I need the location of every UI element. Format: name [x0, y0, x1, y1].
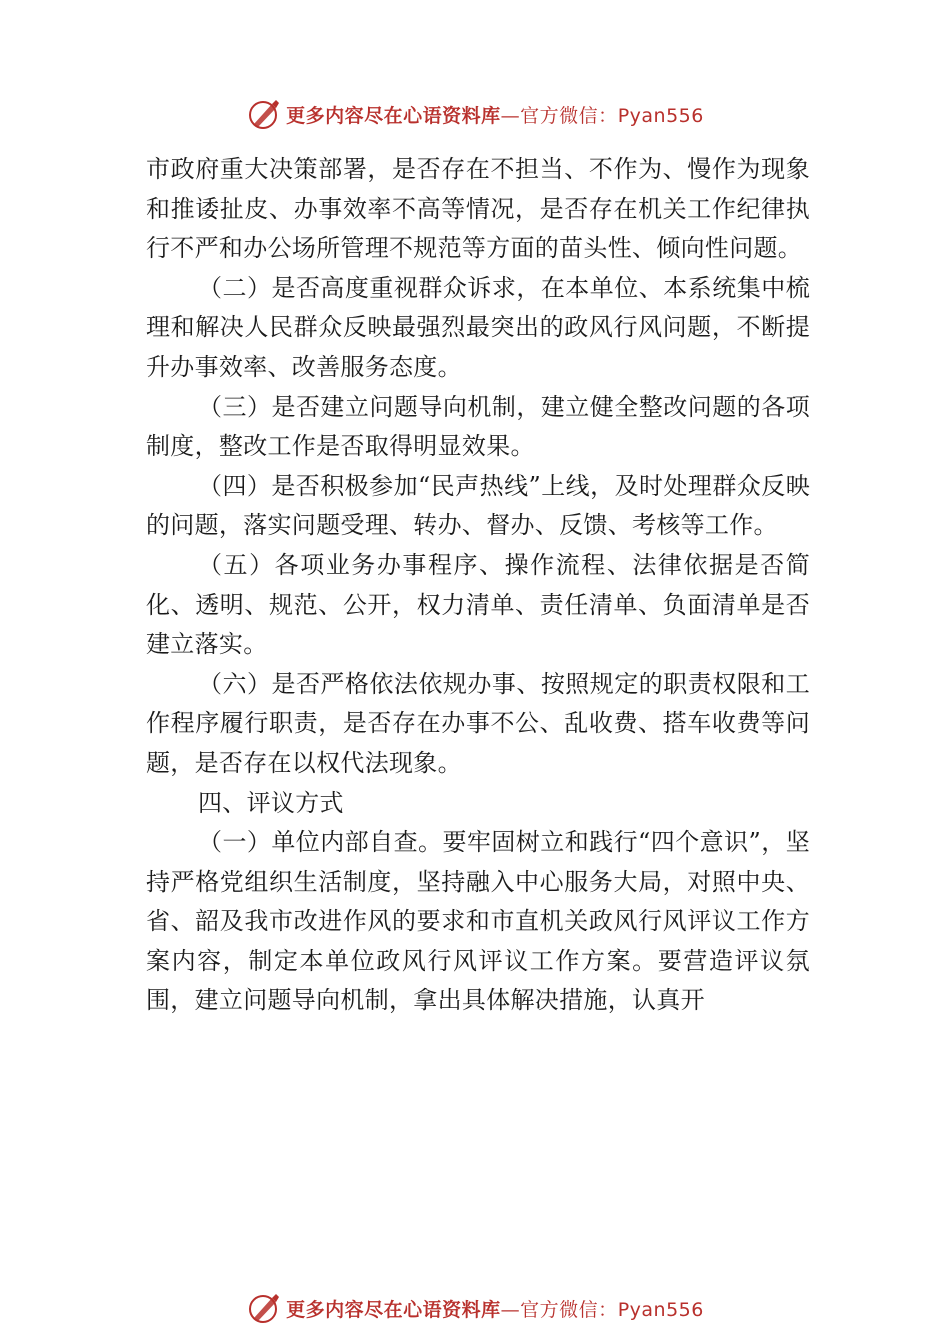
document-body [146, 150, 810, 1021]
footer-banner [0, 1288, 950, 1328]
pen-logo-icon [246, 96, 282, 132]
paragraph: （一）单位内部自查。要牢固树立和践行“四个意识”，坚持严格党组织生活制度，坚持融入中心服务大局，对照中央、省、韶及我市改进作风的要求和市直机关政风行风评议工作方案内容，制定本单位政风行风评议工作方案。要营造评议氛围，建立问题导向机制，拿出具体解决措施，认真开 [146, 828, 810, 1015]
banner-prefix: 更多内容尽在心语资料库 [286, 104, 501, 127]
paragraph: （四）是否积极参加“民声热线”上线，及时处理群众反映的问题，落实问题受理、转办、督办、反馈、考核等工作。 [146, 471, 810, 540]
header-banner [0, 94, 950, 134]
banner-dash: — [500, 1298, 521, 1321]
paragraph: （二）是否高度重视群众诉求，在本单位、本系统集中梳理和解决人民群众反映最强烈最突出的政风行风问题，不断提升办事效率、改善服务态度。 [146, 273, 810, 381]
paragraph: 市政府重大决策部署，是否存在不担当、不作为、慢作为现象和推诿扯皮、办事效率不高等情况，是否存在机关工作纪律执行不严和办公场所管理不规范等方面的苗头性、倾向性问题。 [146, 155, 810, 263]
banner-label: 官方微信： [520, 104, 618, 127]
paragraph: （六）是否严格依法依规办事、按照规定的职责权限和工作程序履行职责，是否存在办事不公、乱收费、搭车收费等问题，是否存在以权代法现象。 [146, 669, 810, 777]
banner-account: Pyan556 [617, 1298, 704, 1321]
paragraph: （五）各项业务办事程序、操作流程、法律依据是否简化、透明、规范、公开，权力清单、责任清单、负面清单是否建立落实。 [146, 550, 810, 659]
banner-prefix: 更多内容尽在心语资料库 [286, 1298, 501, 1321]
banner-text [286, 1295, 704, 1322]
pen-logo-icon [246, 1290, 282, 1326]
banner-label: 官方微信： [520, 1298, 618, 1321]
banner-text [286, 101, 704, 128]
section-heading: 四、评议方式 [198, 788, 344, 817]
banner-dash: — [500, 104, 521, 127]
paragraph: （三）是否建立问题导向机制，建立健全整改问题的各项制度，整改工作是否取得明显效果。 [146, 392, 810, 461]
banner-account: Pyan556 [617, 104, 704, 127]
